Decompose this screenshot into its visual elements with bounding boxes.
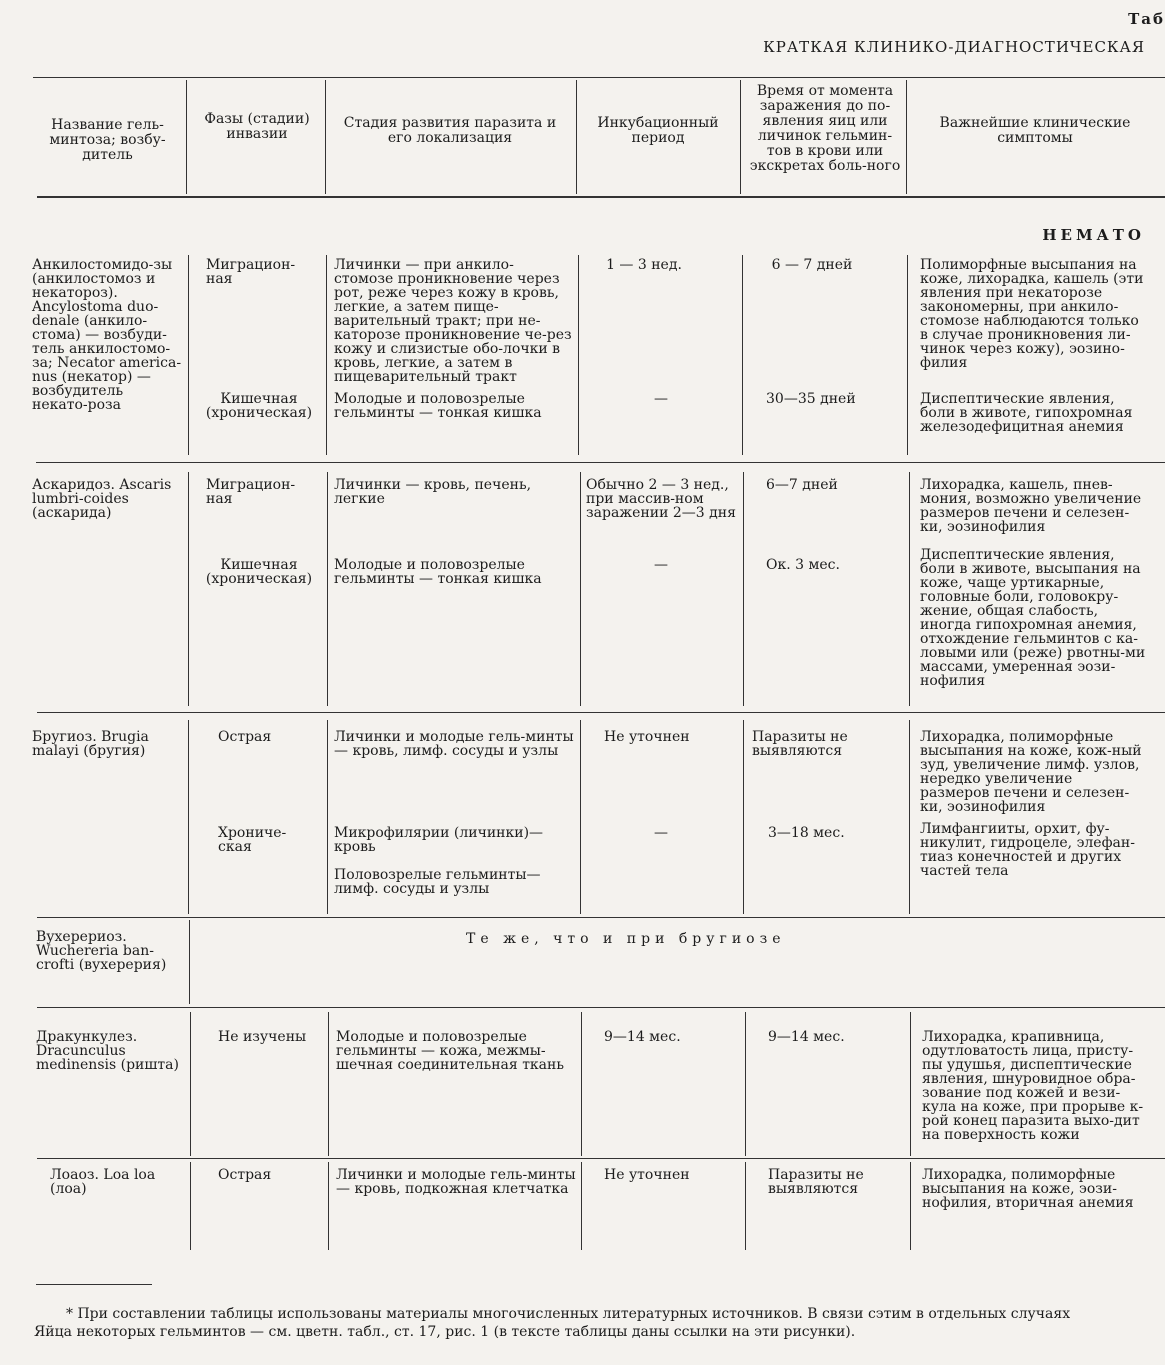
time-value: 6—7 дней <box>766 477 838 493</box>
col-header-name: Название гель-минтоза; возбу-дитель <box>49 117 166 163</box>
symptoms-text: Диспептические явления, боли в животе, гипохромная железодефицитная анемия <box>920 391 1133 435</box>
phase-intestinal: Кишечная (хроническая) <box>205 391 313 421</box>
col-divider <box>190 1162 191 1250</box>
col-divider <box>188 720 189 914</box>
col-divider <box>580 472 581 706</box>
row-name-brugiasis: Бругиоз. Brugia malayi (бругия) <box>32 729 149 759</box>
symptoms-text: Лихорадка, крапивница, одутловатость лица, присту-пы удушья, диспептические явления, шнуровидное обра-зование под кожей и вези-кула на коже, при прорыве к-рой конец паразита выхо-дит на поверхность кожи <box>922 1029 1144 1143</box>
time-value: 30—35 дней <box>766 391 856 407</box>
col-divider <box>328 1012 329 1156</box>
col-divider <box>578 255 579 455</box>
phase-chronic: Хрониче-ская <box>218 825 287 855</box>
col-divider <box>745 1012 746 1156</box>
table-title: КРАТКАЯ КЛИНИКО-ДИАГНОСТИЧЕСКАЯ <box>763 38 1145 56</box>
phase-migration: Миграцион-ная <box>206 257 296 287</box>
col-divider <box>910 1162 911 1250</box>
col-divider <box>189 920 190 1004</box>
col-divider <box>327 720 328 914</box>
time-value: 9—14 мес. <box>768 1029 845 1045</box>
row-name-loiasis: Лоаоз. Loa loa (лоа) <box>50 1167 156 1197</box>
time-value: Паразиты не выявляются <box>768 1167 864 1197</box>
col-divider <box>910 1012 911 1156</box>
col-divider <box>909 472 910 706</box>
same-as-brugiasis: Те же, что и при бругиозе <box>466 931 786 947</box>
row-divider <box>37 1158 1165 1159</box>
col-divider <box>581 1012 582 1156</box>
incubation-value: Не уточнен <box>604 729 690 745</box>
header-bottom-rule <box>37 196 1165 198</box>
col-divider <box>742 255 743 455</box>
symptoms-text: Полиморфные высыпания на коже, лихорадка, кашель (эти явления при некаторозе закономерны, при анкило-стомозе наблюдаются только в случае проникновения ли-чинок через кожу), эозино-филия <box>920 257 1144 371</box>
table-top-rule <box>33 77 1165 78</box>
col-divider <box>906 80 907 194</box>
stage-larvae: Личинки — кровь, печень, легкие <box>334 477 532 507</box>
footnote-line-2: Яйца некоторых гельминтов — см. цветн. табл., ст. 17, рис. 1 (в тексте таблицы даны ссылки на эти рисунки). <box>34 1324 856 1340</box>
col-header-stage: Стадия развития паразита и его локализация <box>343 115 557 146</box>
row-divider <box>37 917 1165 918</box>
symptoms-text: Лихорадка, полиморфные высыпания на коже, эози-нофилия, вторичная анемия <box>922 1167 1134 1211</box>
stage-larvae: Личинки — при анкило-стомозе проникновение через рот, реже через кожу в кровь, легкие, а затем пище-варительный тракт; при не-каторозе проникновение че-рез кожу и слизистые обо-лочки в кровь, легкие, а затем в пищеварительный тракт <box>334 257 572 385</box>
row-divider <box>36 462 1165 463</box>
stage-adult: Половозрелые гельминты— лимф. сосуды и узлы <box>334 867 541 897</box>
row-name-ascariasis: Аскаридоз. Ascaris lumbri-coides (аскарида) <box>32 477 172 521</box>
time-value: 3—18 мес. <box>768 825 845 841</box>
incubation-dash: — <box>654 825 668 841</box>
col-divider <box>740 80 741 194</box>
row-name-dracunculiasis: Дракункулез. Dracunculus medinensis (ришта) <box>36 1029 179 1073</box>
section-label: НЕМАТО <box>1042 226 1145 244</box>
col-divider <box>909 720 910 914</box>
col-divider <box>907 255 908 455</box>
stage-microfilariae: Микрофилярии (личинки)— кровь <box>334 825 544 855</box>
col-divider <box>576 80 577 194</box>
phase-acute: Острая <box>218 729 272 745</box>
stage-adult: Молодые и половозрелые гельминты — тонкая кишка <box>334 391 542 421</box>
col-divider <box>743 472 744 706</box>
phase-acute: Острая <box>218 1167 272 1183</box>
row-name-ancylostomiasis: Анкилостомидо-зы (анкилостомоз и некатороз). Ancylostoma duo-denale (анкило-стома) — возбуди-тель анкилостомо-за; Necator america-nus (некатор) — возбудитель некато-роза <box>32 257 182 413</box>
col-header-time: Время от момента заражения до по-явления яиц или личинок гельмин-тов в крови или экскретах боль-ного <box>749 83 901 174</box>
col-divider <box>186 80 187 194</box>
row-divider <box>37 1007 1165 1008</box>
row-name-wuchereriasis: Вухерериоз. Wuchereria ban-crofti (вухерерия) <box>36 929 167 973</box>
time-value: Ок. 3 мес. <box>766 557 840 573</box>
col-header-symptoms: Важнейшие клинические симптомы <box>939 115 1131 146</box>
footnote-line-1: * При составлении таблицы использованы материалы многочисленных литературных источников. В связи сэтим в отдельных случаях <box>66 1306 1071 1322</box>
phase-intestinal: Кишечная (хроническая) <box>205 557 313 587</box>
col-divider <box>580 720 581 914</box>
col-divider <box>327 472 328 706</box>
col-divider <box>745 1162 746 1250</box>
phase-not-studied: Не изучены <box>218 1029 307 1045</box>
col-divider <box>190 1012 191 1156</box>
incubation-dash: — <box>654 391 668 407</box>
col-divider <box>188 255 189 455</box>
table-number-label: Таб <box>1128 10 1165 28</box>
row-divider <box>37 712 1165 713</box>
incubation-dash: — <box>654 557 668 573</box>
col-header-incubation: Инкубационный период <box>597 115 719 146</box>
incubation-value: 9—14 мес. <box>604 1029 681 1045</box>
stage-larvae: Личинки и молодые гель-минты — кровь, подкожная клетчатка <box>336 1167 576 1197</box>
symptoms-text: Лихорадка, кашель, пнев-мония, возможно увеличение размеров печени и селезен-ки, эозинофилия <box>920 477 1142 535</box>
col-divider <box>743 720 744 914</box>
col-divider <box>581 1162 582 1250</box>
col-divider <box>326 255 327 455</box>
stage-larvae: Личинки и молодые гель-минты — кровь, лимф. сосуды и узлы <box>334 729 574 759</box>
incubation-value: 1 — 3 нед. <box>606 257 682 273</box>
incubation-value: Не уточнен <box>604 1167 690 1183</box>
time-value: 6 — 7 дней <box>771 257 853 273</box>
footnote-rule <box>36 1284 152 1285</box>
symptoms-text: Лимфангииты, орхит, фу-никулит, гидроцеле, элефан-тиаз конечностей и других частей тела <box>920 821 1135 879</box>
col-header-phase: Фазы (стадии) инвазии <box>204 111 310 142</box>
symptoms-text: Лихорадка, полиморфные высыпания на коже, кож-ный зуд, увеличение лимф. узлов, нередко увеличение размеров печени и селезен-ки, эозинофилия <box>920 729 1142 815</box>
time-value: Паразиты не выявляются <box>752 729 848 759</box>
col-divider <box>188 472 189 706</box>
incubation-value: Обычно 2 — 3 нед., при массив-ном заражении 2—3 дня <box>586 477 736 521</box>
stage-adult: Молодые и половозрелые гельминты — кожа, межмы-шечная соединительная ткань <box>336 1029 564 1073</box>
col-divider <box>325 80 326 194</box>
col-divider <box>328 1162 329 1250</box>
symptoms-text: Диспептические явления, боли в животе, высыпания на коже, чаще уртикарные, головные боли, головокру-жение, общая слабость, иногда гипохромная анемия, отхождение гельминтов с ка-ловыми или (реже) рвотны-ми массами, умеренная эози-нофилия <box>920 547 1146 689</box>
stage-adult: Молодые и половозрелые гельминты — тонкая кишка <box>334 557 542 587</box>
phase-migration: Миграцион-ная <box>206 477 296 507</box>
